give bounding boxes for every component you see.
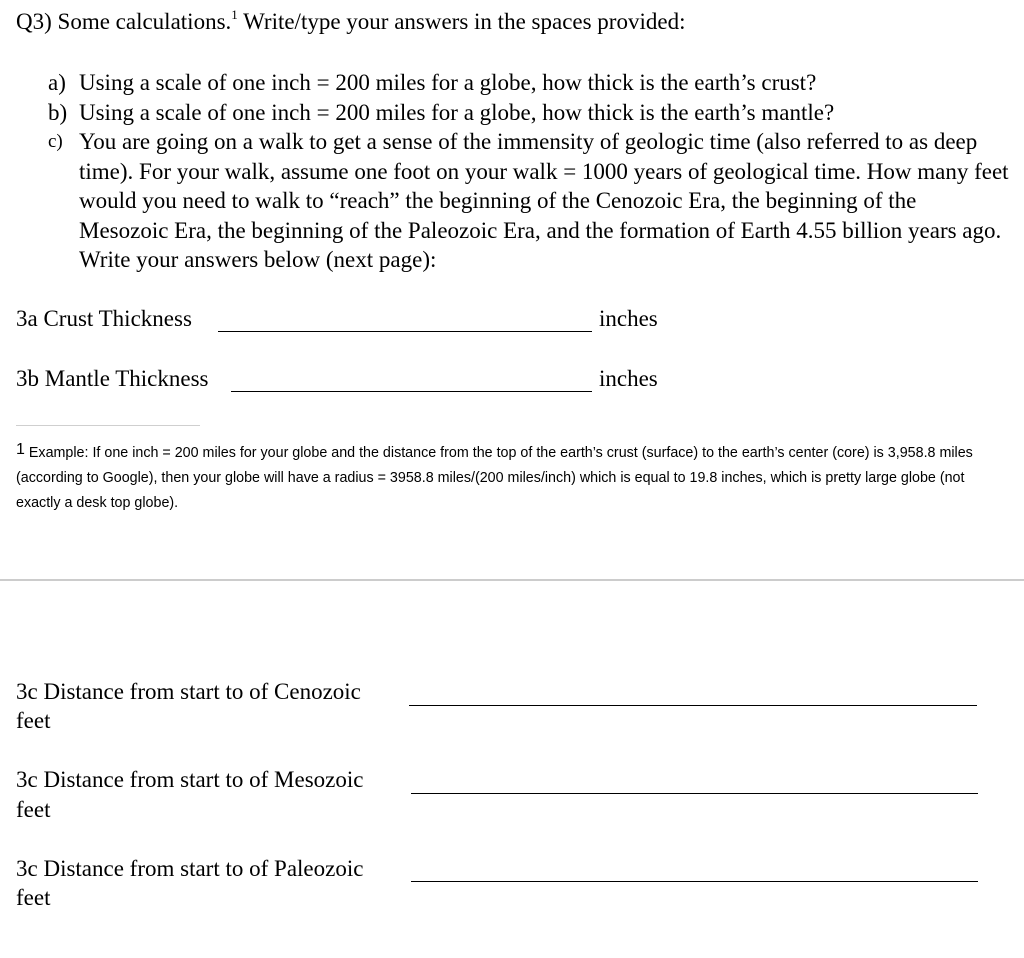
mesozoic-distance-unit: feet bbox=[16, 797, 51, 822]
crust-thickness-answer-line[interactable] bbox=[218, 331, 592, 332]
question-number: Q3) bbox=[16, 9, 52, 34]
mantle-thickness-unit: inches bbox=[599, 366, 658, 391]
question-heading bbox=[16, 9, 685, 35]
mesozoic-distance-label: 3c Distance from start to of Mesozoic bbox=[16, 767, 364, 792]
subquestion-text: Using a scale of one inch = 200 miles for a globe, how thick is the earth’s mantle? bbox=[79, 99, 835, 125]
paleozoic-distance-label: 3c Distance from start to of Paleozoic bbox=[16, 856, 364, 881]
subquestion-marker: c) bbox=[48, 131, 63, 152]
mesozoic-distance-answer-line[interactable] bbox=[411, 793, 978, 794]
subquestion-text: You are going on a walk to get a sense of the immensity of geologic time (also referred to as deep time). For your walk, assume one foot on your walk = 1000 years of geological time. How many feet would you need to walk to “reach” the beginning of the Cenozoic Era, the beginning of the Mesozoic Era, the beginning of the Paleozoic Era, and the formation of Earth 4.55 billion years ago. Write your answers below (next page): bbox=[79, 129, 1009, 272]
footnote-separator bbox=[16, 425, 200, 426]
footnote-reference[interactable]: 1 bbox=[231, 7, 238, 22]
subquestion-marker: a) bbox=[48, 70, 66, 95]
subquestion-b bbox=[48, 98, 1010, 128]
crust-thickness-label: 3a Crust Thickness bbox=[16, 306, 192, 331]
cenozoic-distance-label: 3c Distance from start to of Cenozoic bbox=[16, 679, 361, 704]
cenozoic-distance-answer-line[interactable] bbox=[409, 705, 977, 706]
subquestion-marker: b) bbox=[48, 99, 68, 125]
mantle-thickness-answer-line[interactable] bbox=[231, 391, 592, 392]
subquestion-text: Using a scale of one inch = 200 miles for a globe, how thick is the earth’s crust? bbox=[79, 70, 817, 95]
question-instruction: Write/type your answers in the spaces provided: bbox=[243, 9, 686, 34]
footnote bbox=[16, 441, 1006, 516]
paleozoic-distance-answer-line[interactable] bbox=[411, 881, 978, 882]
paleozoic-distance-unit: feet bbox=[16, 885, 51, 910]
question-title: Some calculations. bbox=[57, 9, 232, 34]
mantle-thickness-label: 3b Mantle Thickness bbox=[16, 366, 209, 391]
subquestion-a bbox=[48, 68, 1010, 98]
subquestion-list bbox=[48, 68, 1010, 275]
crust-thickness-unit: inches bbox=[599, 306, 658, 331]
footnote-text: Example: If one inch = 200 miles for your globe and the distance from the top of the earth’s crust (surface) to the earth’s center (core) is 3,958.8 miles (according to Google), then your globe will have a radius = 3958.8 miles/(200 miles/inch) which is equal to 19.8 inches, which is pretty large globe (not exactly a desk top globe). bbox=[16, 445, 973, 511]
subquestion-c bbox=[48, 127, 1010, 275]
cenozoic-distance-unit: feet bbox=[16, 708, 51, 733]
footnote-number: 1 bbox=[16, 441, 25, 458]
page-break bbox=[0, 579, 1024, 581]
